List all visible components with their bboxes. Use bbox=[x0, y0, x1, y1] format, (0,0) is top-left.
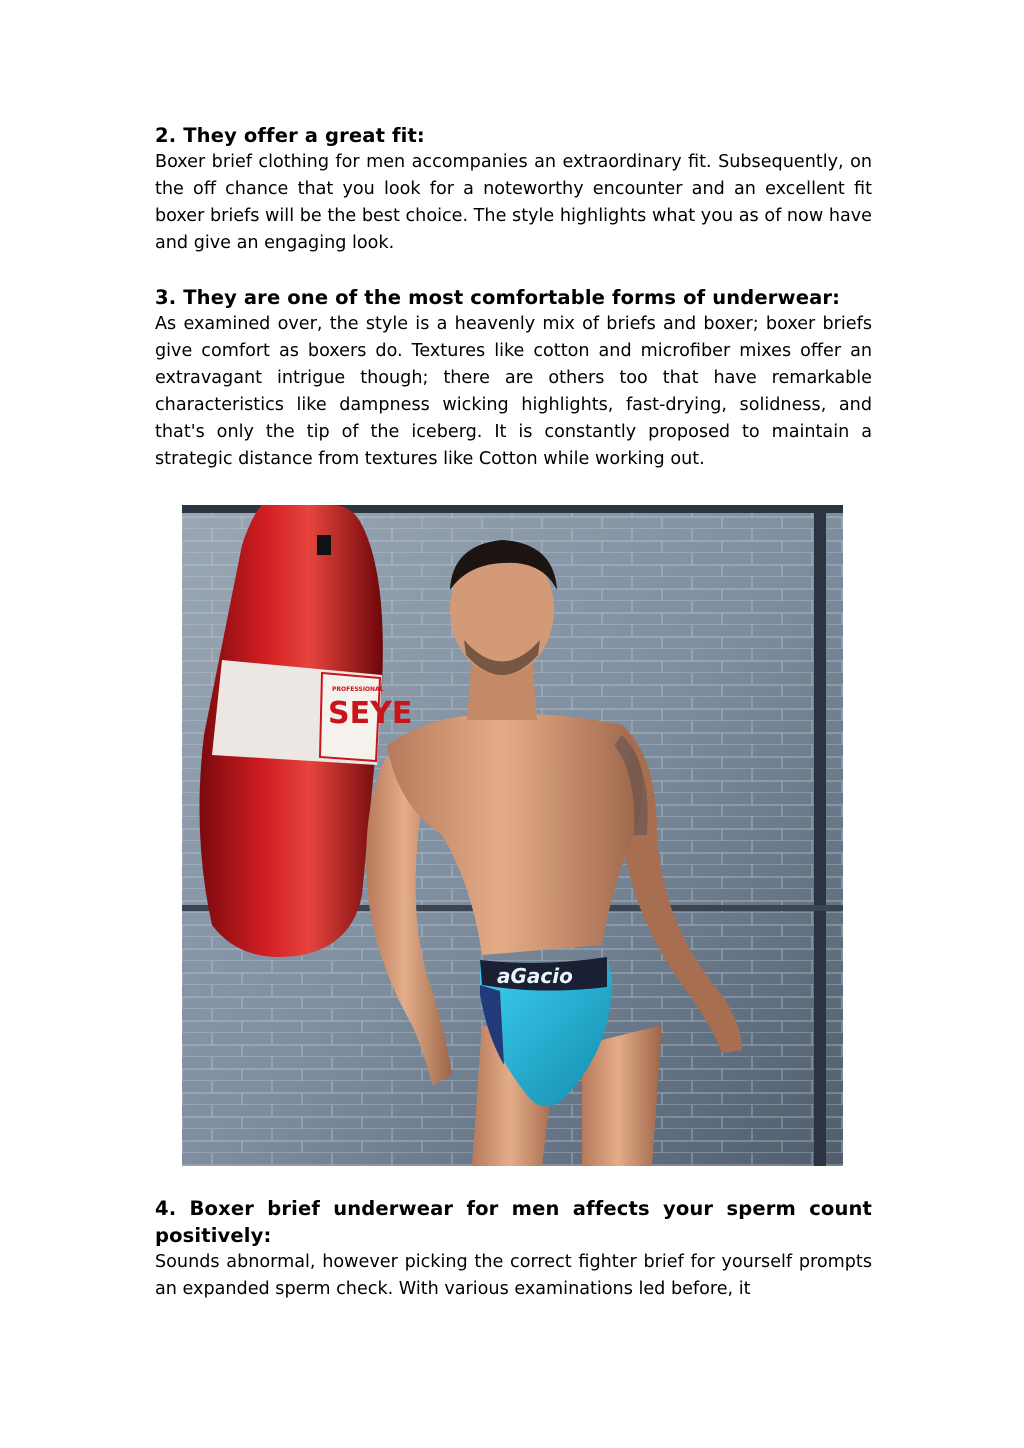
section-body: As examined over, the style is a heavenly mix of briefs and boxer; boxer briefs give comfort as boxers do. Textures like cotton and microfiber mixes offer an extravagant intrigue though; there are others too that have remarkable characteristics like dampness wicking highlights, fast-drying, solidness, and that's only the tip of the iceberg. It is constantly proposed to maintain a strategic distance from textures like Cotton while working out. bbox=[155, 314, 872, 469]
section-body: Boxer brief clothing for men accompanies an extraordinary fit. Subsequently, on the off chance that you look for a noteworthy encounter and an excellent fit boxer briefs will be the best choice. The style highlights what you as of now have and give an engaging look. bbox=[155, 152, 872, 253]
model-photo bbox=[182, 505, 843, 1166]
bag-small-label: PROFESSIONAL bbox=[332, 686, 384, 693]
section-heading: 4. Boxer brief underwear for men affects your sperm count positively: bbox=[155, 1197, 872, 1247]
section-great-fit bbox=[155, 122, 872, 257]
waistband-text: aGacio bbox=[497, 964, 573, 988]
section-body: Sounds abnormal, however picking the correct fighter brief for yourself prompts an expanded sperm check. With various examinations led before, it bbox=[155, 1252, 872, 1299]
bag-label: SEYE bbox=[328, 696, 413, 731]
section-comfortable bbox=[155, 284, 872, 473]
section-sperm-count bbox=[155, 1195, 872, 1303]
section-heading: 3. They are one of the most comfortable forms of underwear: bbox=[155, 286, 841, 309]
section-heading: 2. They offer a great fit: bbox=[155, 124, 425, 147]
